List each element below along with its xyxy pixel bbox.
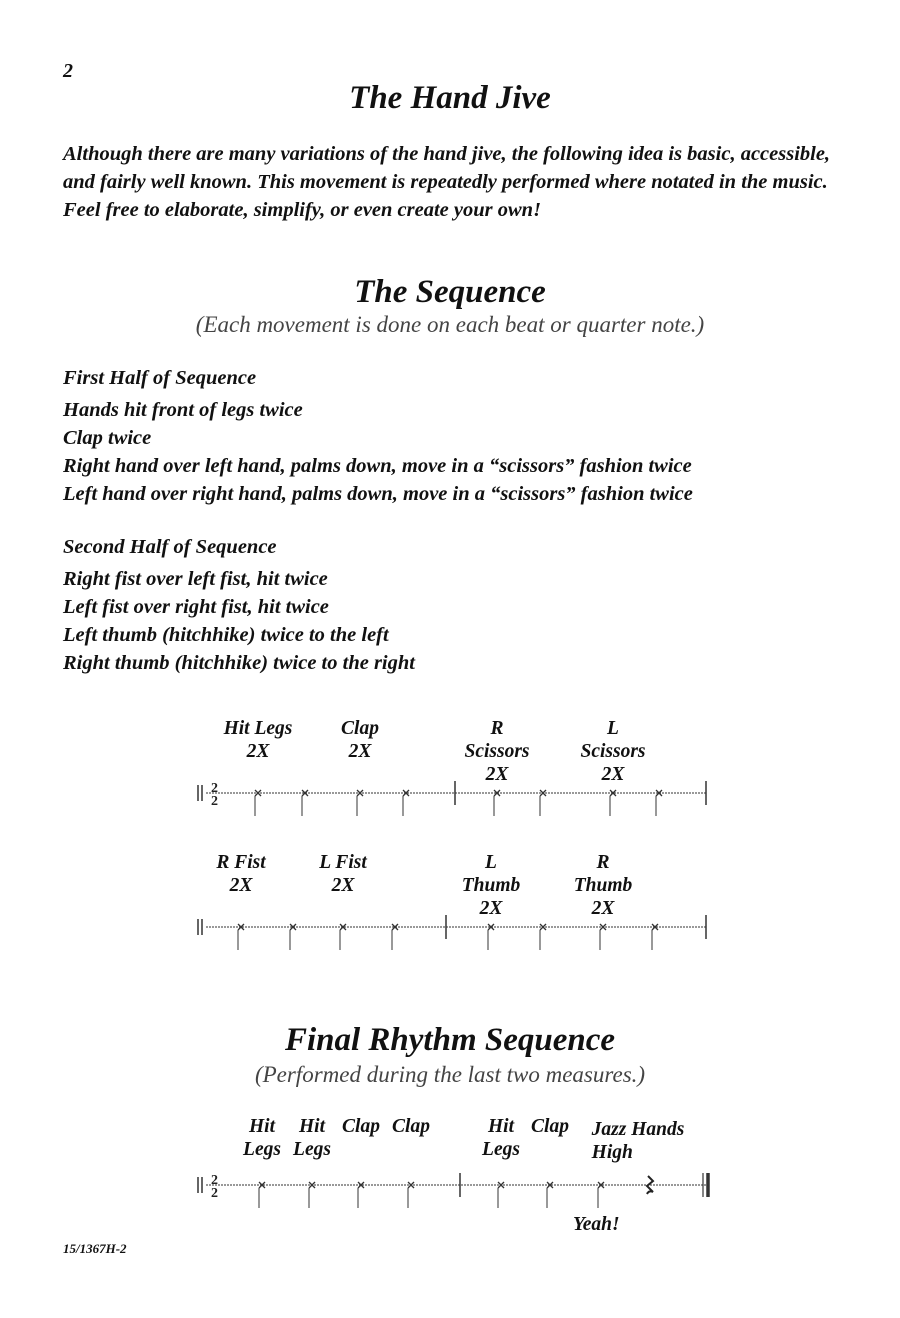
x-notehead	[600, 924, 606, 950]
staff1-label: Clap 2X	[341, 718, 379, 762]
note-group	[238, 924, 658, 950]
x-notehead	[302, 790, 308, 816]
final-label: Hit Legs	[293, 1116, 331, 1160]
staff2-label: R Fist 2X	[216, 852, 266, 896]
x-notehead	[309, 1182, 315, 1208]
rhythm-staff-1	[0, 772, 900, 822]
final-label: Clap	[531, 1116, 569, 1137]
final-label: Hit Legs	[482, 1116, 520, 1160]
time-sig-top: 2	[211, 1173, 218, 1188]
x-notehead	[340, 924, 346, 950]
x-notehead	[488, 924, 494, 950]
note-group	[255, 790, 662, 816]
final-title: Final Rhythm Sequence	[284, 1022, 616, 1058]
instruction-line: Clap twice	[63, 427, 152, 449]
x-notehead	[540, 924, 546, 950]
staff1-label: Hit Legs 2X	[223, 718, 293, 762]
sequence-title: The Sequence	[354, 274, 546, 310]
staff1-label: L Scissors 2X	[580, 718, 646, 785]
sequence-subtitle: (Each movement is done on each beat or quarter note.)	[195, 312, 705, 337]
page-number: 2	[63, 60, 73, 82]
time-sig-bottom: 2	[211, 1186, 218, 1201]
x-notehead	[238, 924, 244, 950]
x-notehead	[540, 790, 546, 816]
x-notehead	[403, 790, 409, 816]
instruction-line: Hands hit front of legs twice	[63, 399, 303, 421]
final-subtitle: (Performed during the last two measures.)	[254, 1062, 646, 1087]
x-notehead	[290, 924, 296, 950]
x-notehead	[547, 1182, 553, 1208]
x-notehead	[498, 1182, 504, 1208]
staff2-label: R Thumb 2X	[573, 852, 633, 919]
instruction-line: Right hand over left hand, palms down, move in a “scissors” fashion twice	[63, 455, 692, 477]
instruction-line: Right fist over left fist, hit twice	[63, 568, 328, 590]
x-notehead	[255, 790, 261, 816]
lyric-yeah: Yeah!	[573, 1214, 620, 1235]
staff2-label: L Fist 2X	[319, 852, 367, 896]
x-notehead	[494, 790, 500, 816]
intro-paragraph: Although there are many variations of the hand jive, the following idea is basic, accessible, and fairly well known. This movement is repeatedly performed where notated in the music. Feel free to elaborate, simplify, or even create your own!	[63, 143, 831, 221]
second-half-heading: Second Half of Sequence	[63, 536, 277, 558]
time-sig-top: 2	[211, 781, 218, 796]
staff1-label: R Scissors 2X	[464, 718, 530, 785]
time-sig-bottom: 2	[211, 794, 218, 809]
x-notehead	[610, 790, 616, 816]
x-notehead	[408, 1182, 414, 1208]
second-half-section	[63, 533, 415, 677]
x-notehead	[357, 790, 363, 816]
note-group	[259, 1182, 604, 1208]
final-label: Clap	[342, 1116, 380, 1137]
x-notehead	[598, 1182, 604, 1208]
x-notehead	[652, 924, 658, 950]
rhythm-staff-2	[0, 906, 900, 956]
x-notehead	[259, 1182, 265, 1208]
page-title: The Hand Jive	[349, 80, 551, 116]
final-label: Clap	[392, 1116, 430, 1137]
final-label: Jazz Hands High	[591, 1119, 685, 1163]
footer-code: 15/1367H-2	[63, 1241, 127, 1256]
instruction-line: Left thumb (hitchhike) twice to the left	[63, 624, 389, 646]
instruction-line: Left fist over right fist, hit twice	[63, 596, 329, 618]
first-half-section	[63, 364, 693, 508]
staff2-label: L Thumb 2X	[461, 852, 521, 919]
x-notehead	[392, 924, 398, 950]
instruction-line: Right thumb (hitchhike) twice to the right	[63, 652, 415, 674]
first-half-heading: First Half of Sequence	[63, 367, 257, 389]
final-label: Hit Legs	[243, 1116, 281, 1160]
instruction-line: Left hand over right hand, palms down, move in a “scissors” fashion twice	[63, 483, 693, 505]
final-rhythm-staff	[0, 1164, 900, 1214]
x-notehead	[656, 790, 662, 816]
x-notehead	[358, 1182, 364, 1208]
